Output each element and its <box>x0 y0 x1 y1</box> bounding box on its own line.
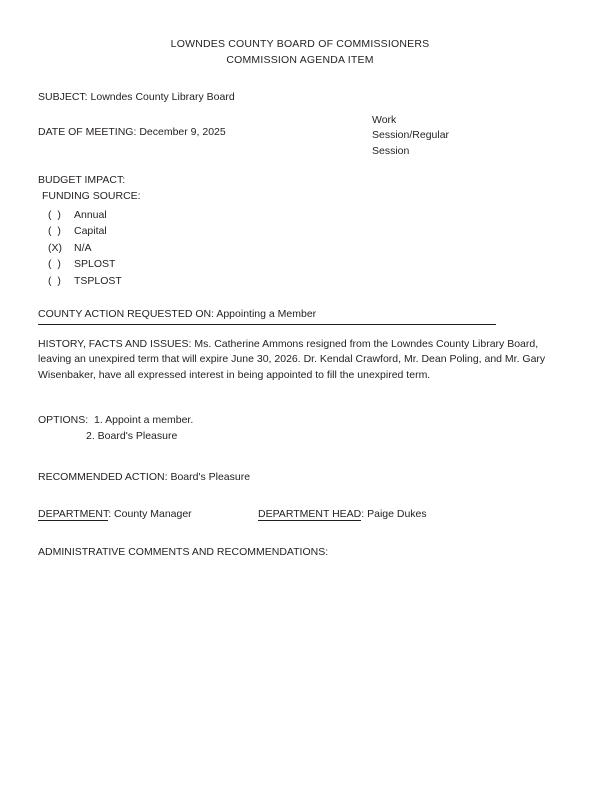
session-line-1: Work <box>372 113 397 126</box>
funding-option-splost-checkbox[interactable]: ( ) <box>48 258 61 270</box>
funding-option-splost-label: SPLOST <box>74 258 116 270</box>
department-row <box>38 507 562 523</box>
funding-option-tsplost-label: TSPLOST <box>74 274 122 287</box>
department-value: : County Manager <box>108 507 192 520</box>
subject-row <box>38 90 562 106</box>
recommended-action-label: RECOMMENDED ACTION: <box>38 471 168 483</box>
history-facts-issues <box>38 337 548 384</box>
department-label: DEPARTMENT <box>38 507 109 520</box>
subject-value: Lowndes County Library Board <box>90 91 235 103</box>
session-type-block <box>372 113 522 160</box>
funding-option-tsplost-checkbox[interactable]: ( ) <box>48 274 61 287</box>
history-label: HISTORY, FACTS AND ISSUES: <box>38 337 192 350</box>
options-label: OPTIONS: <box>38 414 89 426</box>
county-action-label: COUNTY ACTION REQUESTED ON: <box>38 308 214 320</box>
document-body <box>0 90 600 560</box>
funding-option-capital-label: Capital <box>74 225 107 237</box>
options-line-1 <box>38 413 562 429</box>
funding-option-tsplost[interactable] <box>38 273 562 290</box>
recommended-action-value: Board's Pleasure <box>170 471 251 483</box>
department-head-group <box>258 507 427 523</box>
subject-label: SUBJECT: <box>38 91 88 103</box>
history-value: Ms. Catherine Ammons resigned from the Lowndes County Library Board, leaving an unexpired term that will expire June 30, 2026. Dr. Kendal Crawford, Mr. Dean Poling, and Mr. Gary Wisenbaker, have all expressed interest in being appointed to fill the unexpired term. <box>38 337 546 381</box>
funding-option-capital-checkbox[interactable]: ( ) <box>48 225 61 237</box>
funding-source-options <box>38 207 562 290</box>
header-line-1: LOWNDES COUNTY BOARD OF COMMISSIONERS <box>170 38 430 50</box>
budget-impact-label: BUDGET IMPACT: <box>38 173 126 186</box>
agenda-document-page <box>0 36 600 812</box>
funding-option-splost[interactable] <box>38 256 562 273</box>
session-line-2: Session/Regular <box>372 129 450 141</box>
funding-option-annual-checkbox[interactable]: ( ) <box>48 208 61 221</box>
options-block <box>38 413 562 444</box>
recommended-action-row <box>38 470 562 486</box>
options-item-2: 2. Board's Pleasure <box>86 429 178 442</box>
funding-option-na[interactable] <box>38 240 562 257</box>
county-action-value: Appointing a Member <box>216 308 317 320</box>
county-action-row <box>38 307 496 325</box>
administrative-comments-label: ADMINISTRATIVE COMMENTS AND RECOMMENDATIONS: <box>38 545 329 558</box>
funding-option-na-label: N/A <box>74 241 92 254</box>
meeting-date-label: DATE OF MEETING: <box>38 125 137 138</box>
funding-option-na-checkbox[interactable]: (X) <box>48 241 62 254</box>
department-head-label: DEPARTMENT HEAD <box>258 507 362 520</box>
meeting-date-row <box>38 113 562 171</box>
header-line-2: COMMISSION AGENDA ITEM <box>226 54 374 66</box>
funding-option-annual[interactable] <box>38 207 562 224</box>
department-head-value: : Paige Dukes <box>361 507 427 520</box>
funding-option-capital[interactable] <box>38 223 562 240</box>
document-header <box>0 36 600 68</box>
meeting-date-value: December 9, 2025 <box>139 125 226 138</box>
options-item-1: 1. Appoint a member. <box>94 414 194 426</box>
funding-source-label: FUNDING SOURCE: <box>42 190 141 202</box>
session-line-3: Session <box>372 144 410 157</box>
funding-option-annual-label: Annual <box>74 208 107 221</box>
